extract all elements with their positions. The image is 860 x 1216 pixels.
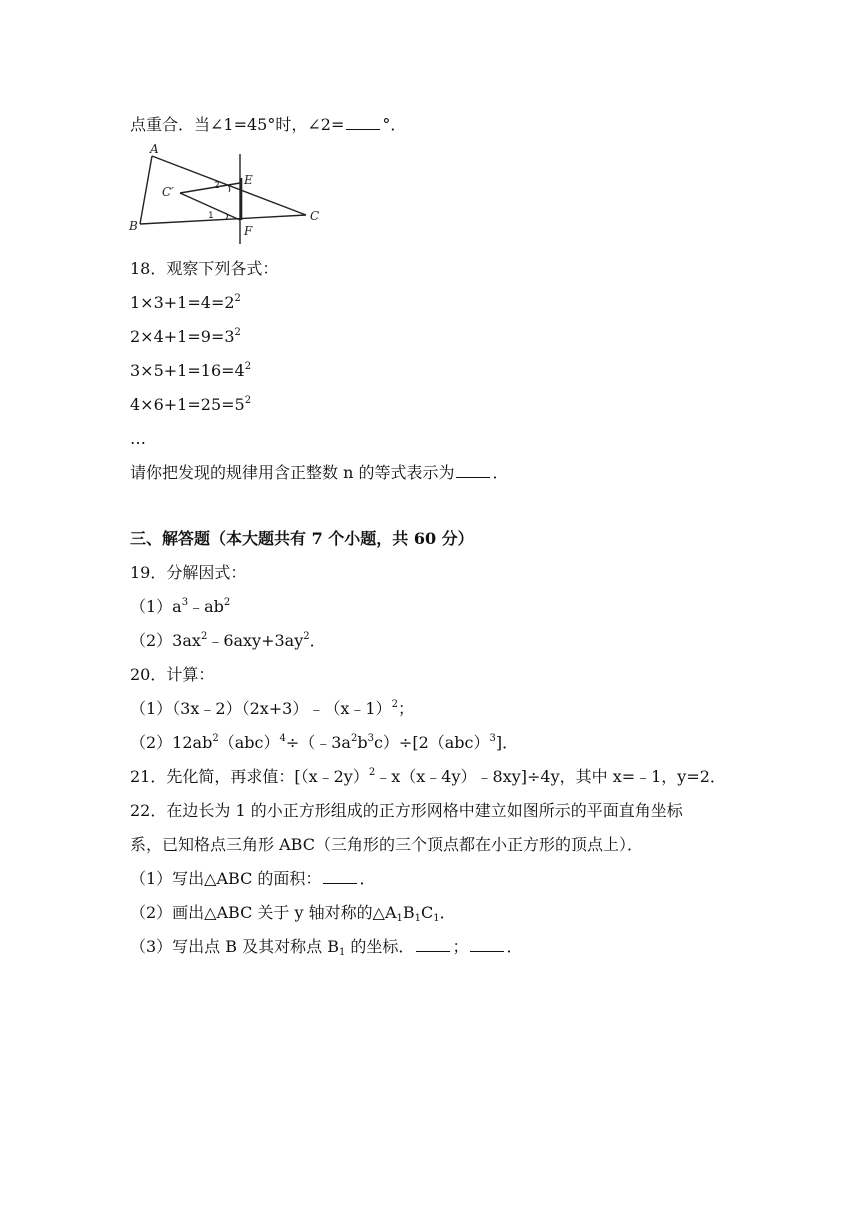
label-angle-2: 2 bbox=[214, 181, 220, 191]
q18-ask: 请你把发现的规律用含正整数 n 的等式表示为 ． bbox=[130, 463, 509, 482]
q18-title: 18．观察下列各式： bbox=[130, 259, 279, 278]
angle-1-arc bbox=[226, 213, 228, 219]
q20-part-2: $(2)12ab^2(abc)^4\div(﹣3a^2b^3c)\div[2(abc)^3]$． bbox=[130, 733, 519, 752]
label-c: C bbox=[310, 209, 320, 223]
answer-blank[interactable] bbox=[346, 115, 380, 130]
answer-blank[interactable] bbox=[323, 869, 357, 884]
q18-row-2: $2\times 4+1=9=3^2$ bbox=[130, 327, 241, 346]
q17-suffix: °． bbox=[382, 115, 407, 134]
q18-row-1: $1\times 3+1=4=2^2$ bbox=[130, 293, 241, 312]
section-3-heading: 三、解答题（本大题共有 7 个小题，共 60 分） bbox=[130, 529, 474, 548]
q18-ellipsis: … bbox=[130, 429, 146, 448]
answer-blank[interactable] bbox=[456, 463, 490, 478]
q17-line bbox=[130, 115, 406, 135]
q20-part-1: （1）（3x﹣2）（2x+3）﹣（x﹣1）$^2$； bbox=[130, 699, 414, 718]
label-e: E bbox=[244, 173, 253, 187]
label-f: F bbox=[244, 224, 253, 238]
q18-row-4: $4\times 6+1=25=5^2$ bbox=[130, 395, 252, 414]
q22-part-3: （3）写出点 B 及其对称点 $B_1$ 的坐标． ； ． bbox=[130, 937, 523, 958]
q18-row-3: $3\times 5+1=16=4^2$ bbox=[130, 361, 252, 380]
q21-line: 21．先化简，再求值：[（x﹣2y）$^2$﹣x（x﹣4y）﹣8xy]÷4y，其中 x=﹣1，y=2． bbox=[130, 767, 726, 786]
edge-c-prime-e bbox=[180, 183, 240, 193]
answer-blank[interactable] bbox=[470, 937, 504, 952]
label-b: B bbox=[129, 219, 138, 233]
edge-bc bbox=[140, 215, 306, 224]
q22-line-1: 22．在边长为 1 的小正方形组成的正方形网格中建立如图所示的平面直角坐标 bbox=[130, 801, 683, 820]
q22-part-2: （2）画出△ABC 关于 y 轴对称的$\triangle A_1B_1C_1$． bbox=[130, 903, 456, 924]
q17-text: 点重合．当∠1=45°时，∠2= bbox=[130, 115, 345, 134]
q22-line-2: 系，已知格点三角形 ABC（三角形的三个顶点都在小正方形的顶点上）． bbox=[130, 835, 643, 854]
q20-title: 20．计算： bbox=[130, 665, 215, 684]
answer-blank[interactable] bbox=[416, 937, 450, 952]
label-c-prime: C′ bbox=[162, 185, 174, 199]
edge-ab bbox=[140, 156, 152, 224]
q19-part-2: $(2)3ax^2﹣6axy+3ay^2$． bbox=[130, 631, 326, 650]
q22-part-1: （1）写出△ABC 的面积： ． bbox=[130, 869, 376, 888]
q19-title: 19．分解因式： bbox=[130, 563, 247, 582]
triangle-figure bbox=[128, 140, 328, 246]
label-angle-1: 1 bbox=[208, 211, 214, 221]
q19-part-1: $(1)a^3﹣ab^2$ bbox=[130, 597, 231, 616]
label-a: A bbox=[150, 142, 159, 156]
